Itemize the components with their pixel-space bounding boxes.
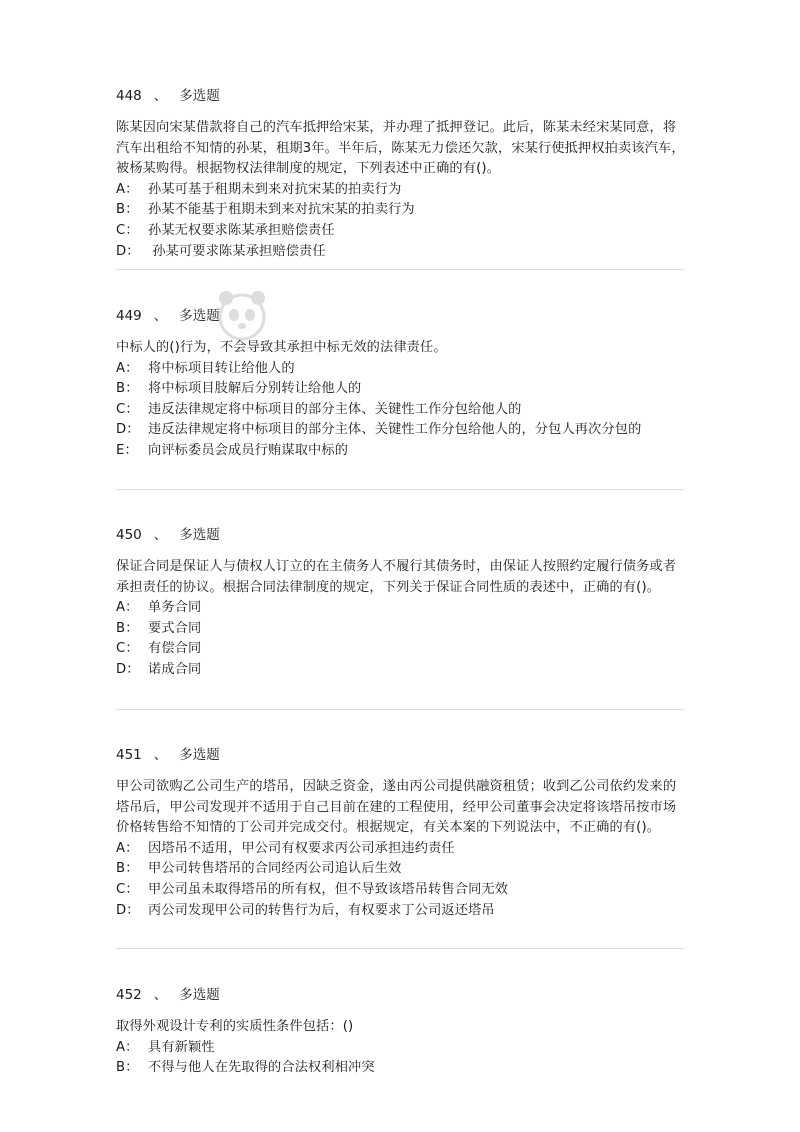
option-text: 违反法律规定将中标项目的部分主体、关键性工作分包给他人的，分包人再次分包的 [148,422,642,438]
question-header [116,525,686,545]
option-text: 孙某可基于租期未到来对抗宋某的拍卖行为 [148,181,402,197]
question-divider [116,709,684,710]
option-letter: E： [116,442,138,458]
option-c [116,221,686,242]
question-type: 多选题 [179,308,220,324]
option-letter: C： [116,641,139,657]
option-text: 将中标项目转让给他人的 [148,360,295,376]
option-letter: C： [116,881,139,897]
option-text: 甲公司虽未取得塔吊的所有权，但不导致该塔吊转售合同无效 [148,881,509,897]
question-number: 452 [116,987,142,1003]
question-text: 中标人的()行为，不会导致其承担中标无效的法律责任。 [116,340,447,355]
option-d [116,242,686,263]
question-separator: 、 [153,527,168,543]
option-d [116,660,686,681]
option-letter: B： [116,620,139,636]
option-c [116,639,686,660]
option-text: 向评标委员会成员行贿谋取中标的 [148,442,349,458]
option-letter: C： [116,401,139,417]
option-d [116,420,686,441]
option-b [116,200,686,221]
question-text: 甲公司欲购乙公司生产的塔吊，因缺乏资金，遂由丙公司提供融资租赁；收到乙公司依约发来的塔吊后，甲公司发现并不适用于自己目前在建的工程使用，经甲公司董事会决定将该塔吊按市场价格转售给不知情的丁公司并完成交付。根据规定，有关本案的下列说法中，不正确的有()。 [116,779,677,836]
option-a [116,839,686,860]
option-letter: A： [116,840,139,856]
question-450 [116,525,686,681]
option-b [116,379,686,400]
option-b [116,1058,686,1079]
option-letter: D： [116,661,140,677]
question-type: 多选题 [179,987,220,1003]
question-separator: 、 [153,88,168,104]
question-separator: 、 [153,987,168,1003]
option-text: 将中标项目肢解后分别转让给他人的 [148,381,362,397]
option-text: 孙某无权要求陈某承担赔偿责任 [148,222,335,238]
question-text: 保证合同是保证人与债权人订立的在主债务人不履行其债务时，由保证人按照约定履行债务或者承担责任的协议。根据合同法律制度的规定，下列关于保证合同性质的表述中，正确的有()。 [116,559,677,595]
option-letter: A： [116,600,139,616]
option-letter: D： [116,422,140,438]
question-header [116,985,686,1005]
option-a [116,180,686,201]
option-letter: B： [116,381,139,397]
question-separator: 、 [153,308,168,324]
question-type: 多选题 [179,747,220,763]
option-b [116,859,686,880]
question-448 [116,86,686,262]
option-letter: A： [116,181,139,197]
option-text: 要式合同 [148,620,202,636]
option-e [116,441,686,462]
option-letter: B： [116,1060,139,1076]
option-text: 具有新颖性 [148,1039,215,1055]
option-text: 丙公司发现甲公司的转售行为后，有权要求丁公司返还塔吊 [148,902,495,918]
option-letter: A： [116,1039,139,1055]
option-text: 有偿合同 [148,641,202,657]
option-letter: D： [116,243,140,259]
option-b [116,619,686,640]
option-text: 单务合同 [148,600,202,616]
option-letter: C： [116,222,139,238]
option-text: 甲公司转售塔吊的合同经丙公司追认后生效 [148,861,402,877]
option-letter: D： [116,902,140,918]
question-divider [116,269,684,270]
option-d [116,901,686,922]
question-452 [116,985,686,1079]
option-a [116,359,686,380]
option-text: 诺成合同 [148,661,202,677]
option-letter: A： [116,360,139,376]
option-text: 不得与他人在先取得的合法权利相冲突 [148,1060,375,1076]
question-header [116,745,686,765]
question-header [116,306,686,326]
question-text: 取得外观设计专利的实质性条件包括：() [116,1019,354,1034]
question-divider [116,489,684,490]
option-c [116,880,686,901]
question-451 [116,745,686,921]
option-letter: B： [116,861,139,877]
option-letter: B： [116,202,139,218]
question-number: 449 [116,308,142,324]
option-text: 孙某不能基于租期未到来对抗宋某的拍卖行为 [148,202,415,218]
question-number: 451 [116,747,142,763]
question-number: 448 [116,88,142,104]
question-449 [116,306,686,462]
option-a [116,1038,686,1059]
question-divider [116,948,684,949]
question-type: 多选题 [179,527,220,543]
question-type: 多选题 [179,88,220,104]
question-header [116,86,686,106]
option-text: 孙某可要求陈某承担赔偿责任 [148,243,326,259]
option-c [116,400,686,421]
option-text: 因塔吊不适用，甲公司有权要求丙公司承担违约责任 [148,840,455,856]
question-separator: 、 [153,747,168,763]
question-number: 450 [116,527,142,543]
question-text: 陈某因向宋某借款将自己的汽车抵押给宋某，并办理了抵押登记。此后，陈某未经宋某同意，将汽车出租给不知情的孙某，租期3年。半年后，陈某无力偿还欠款，宋某行使抵押权拍卖该汽车，被杨某购得。根据物权法律制度的规定，下列表述中正确的有()。 [116,120,685,177]
option-a [116,598,686,619]
option-text: 违反法律规定将中标项目的部分主体、关键性工作分包给他人的 [148,401,522,417]
